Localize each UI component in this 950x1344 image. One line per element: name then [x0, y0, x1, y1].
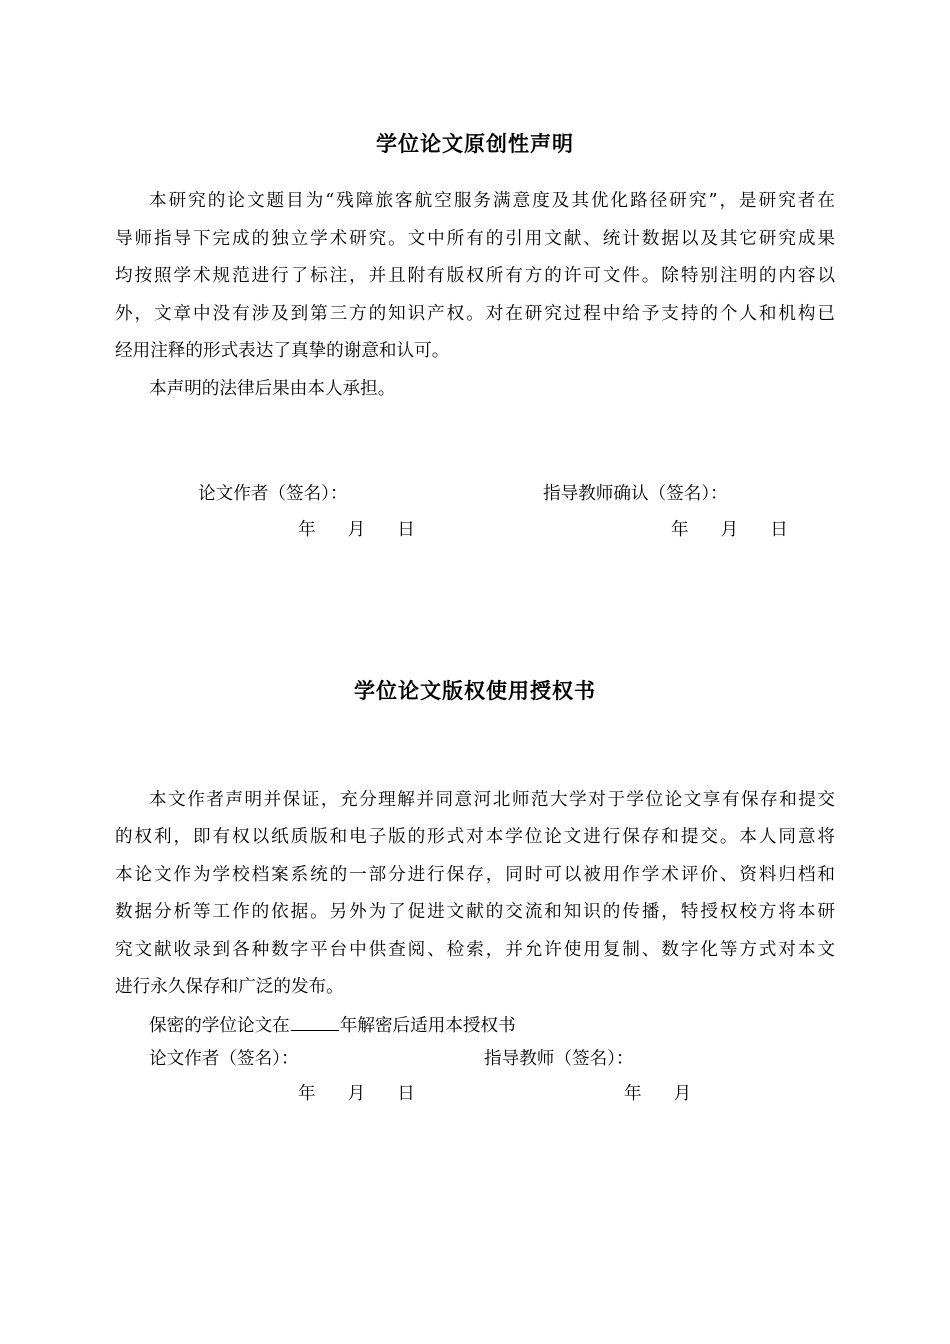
authorization-line-2: 的权利，即有权以纸质版和电子版的形式对本学位论文进行保存和提交。本人同意将 — [115, 827, 835, 847]
declaration-title: 学位论文原创性声明 — [376, 132, 574, 156]
declaration-author-date — [298, 520, 415, 540]
authorization-advisor-date — [624, 1084, 691, 1104]
date-month: 月 — [347, 520, 366, 540]
declaration-line-4: 外，文章中没有涉及到第三方的知识产权。对在研究过程中给予支持的个人和机构已 — [115, 304, 835, 324]
date-year: 年 — [298, 1084, 316, 1104]
authorization-line-1: 本文作者声明并保证，充分理解并同意河北师范大学对于学位论文享有保存和提交 — [149, 790, 835, 810]
secret-period-line — [149, 1014, 516, 1036]
secret-prefix: 保密的学位论文在 — [149, 1016, 290, 1036]
authorization-line-3: 本论文作为学校档案系统的一部分进行保存，同时可以被用作学术评价、资料归档和 — [115, 865, 835, 885]
date-year: 年 — [624, 1084, 642, 1104]
declaration-line-2: 导师指导下完成的独立学术研究。文中所有的引用文献、统计数据以及其它研究成果 — [115, 229, 835, 249]
authorization-line-5: 究文献收录到各种数字平台中供查阅、检索，并允许使用复制、数字化等方式对本文 — [115, 940, 835, 960]
declaration-advisor-signature-label: 指导教师确认（签名）： — [543, 484, 728, 504]
declaration-advisor-date — [671, 520, 788, 540]
authorization-advisor-signature-label: 指导教师（签名）： — [484, 1049, 634, 1069]
date-month: 月 — [720, 520, 739, 540]
declaration-line-3: 均按照学术规范进行了标注，并且附有版权所有方的许可文件。除特别注明的内容以 — [115, 266, 835, 286]
authorization-line-6: 进行永久保存和广泛的发布。 — [115, 977, 344, 997]
date-month: 月 — [347, 1084, 366, 1104]
date-day: 日 — [397, 520, 415, 540]
authorization-line-4: 数据分析等工作的依据。另外为了促进文献的交流和知识的传播，特授权校方将本研 — [115, 902, 835, 922]
date-year: 年 — [671, 520, 689, 540]
declaration-author-signature-label: 论文作者（签名）： — [198, 484, 348, 504]
authorization-title: 学位论文版权使用授权书 — [354, 679, 596, 703]
date-day: 日 — [770, 520, 788, 540]
declaration-legal-line: 本声明的法律后果由本人承担。 — [149, 379, 396, 399]
declaration-line-5: 经用注释的形式表达了真挚的谢意和认可。 — [115, 341, 450, 361]
date-month: 月 — [673, 1084, 692, 1104]
date-day: 日 — [397, 1084, 415, 1104]
secret-suffix: 年解密后适用本授权书 — [339, 1016, 516, 1036]
date-year: 年 — [298, 520, 316, 540]
secret-year-blank[interactable] — [291, 1014, 339, 1031]
declaration-line-1: 本研究的论文题目为“残障旅客航空服务满意度及其优化路径研究”，是研究者在 — [149, 191, 835, 211]
authorization-author-date — [298, 1084, 415, 1104]
authorization-author-signature-label: 论文作者（签名）： — [149, 1049, 299, 1069]
